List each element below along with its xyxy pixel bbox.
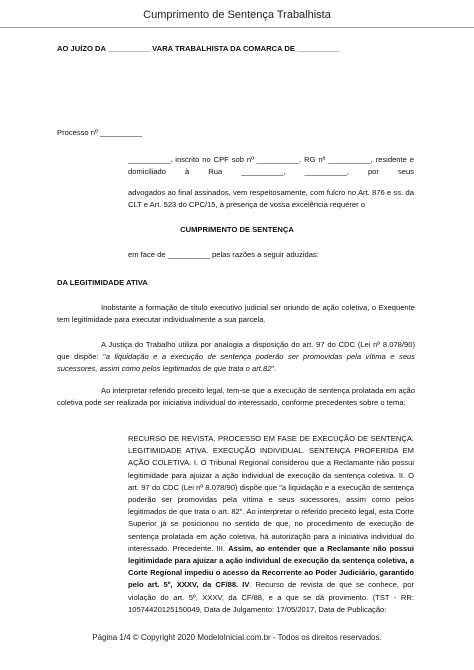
quote-highlight: Assim, ao entender que a Reclamante não possui legitimidade para ajuizar a ação individual de execução da sentença coletiva, a Corte Regional impediu o acesso da Recorrente ao Poder Judiciário, garantido pelo art. 5º, XXXV, da CF/88. IV [128, 543, 414, 590]
document-title: CUMPRIMENTO DE SENTENÇA [180, 225, 294, 234]
party-qualification: __________, inscrito no CPF sob nº __________, RG nº __________, residente e domiciliado à Rua __________, __________, por seus [128, 155, 414, 177]
process-number: Processo nº __________ [57, 128, 143, 137]
paragraph-2 [57, 339, 415, 376]
paragraph-2-citation: a liquidação e a execução de sentença poderão ser promovidas pela vítima e seus sucessores, assim como pelos legitimados de que trata o art.82 [57, 352, 415, 374]
paragraph-2-text: A Justiça do Trabalho utiliza por analogia a disposição do art. 97 do CDC (Lei nº 8.078/90) que dispõe: " [57, 340, 415, 362]
defendant-line: em face de __________ pelas razões a seguir aduzidas: [128, 250, 319, 259]
jurisprudence-quote [128, 433, 414, 616]
section-heading: DA LEGITIMIDADE ATIVA [57, 278, 148, 287]
quote-text-end: . Recurso de revista de que se conhece, por violação do art. 5º, XXXV, da CF/88, e a que se dá provimento. (TST - RR: 10574420125150049, Data de Julgamento: 17/05/2017, Data de Publicação: [128, 580, 414, 614]
party-qualification-request: advogados ao final assinados, vem respeitosamente, com fulcro no Art. 876 e ss. da CLT e Art. 523 do CPC/15, à presença de vossa excelência requerer o [128, 188, 414, 210]
paragraph-1: Inobstante a formação de título executivo judicial ser oriundo de ação coletiva, o Exequente tem legitimidade para executar individualmente a sua parcela. [57, 303, 415, 325]
header-divider [0, 27, 474, 28]
page-footer: Página 1/4 © Copyright 2020 ModeloInicial.com.br - Todos os direitos reservados. [92, 633, 382, 642]
paragraph-3: Ao interpretar referido preceito legal, tem-se que a execução de sentença prolatada em ação coletiva pode ser realizada por iniciativa individual do interessado, conforme precedentes sobre o tema: [57, 386, 415, 408]
page-header-title: Cumprimento de Sentença Trabalhista [143, 9, 331, 21]
paragraph-2-end: ". [271, 364, 277, 374]
court-address: AO JUÍZO DA __________ VARA TRABALHISTA DA COMARCA DE __________ [57, 44, 340, 53]
quote-text: RECURSO DE REVISTA. PROCESSO EM FASE DE EXECUÇÃO DE SENTENÇA. LEGITIMIDADE ATIVA. EXECUÇÃO INDIVIDUAL. SENTENÇA PROFERIDA EM AÇÃO COLETIVA. I. O Tribunal Regional considerou que a Reclamante não possui legitimidade para ajuizar a ação individual de execução da sentença coletiva. II. O art. 97 do CDC (Lei nº 8.078/90) dispõe que "a liquidação e a execução de sentença poderão ser promovidas pela vítima e seus sucessores, assim como pelos legitimados de que trata o art. 82". Ao interpretar o referido preceito legal, esta Corte Superior já se posicionou no sentido de que, no procedimento de execução de sentença prolatada em ação coletiva, há autorização para a iniciativa individual do interessado. Precedente. III. [128, 434, 414, 553]
